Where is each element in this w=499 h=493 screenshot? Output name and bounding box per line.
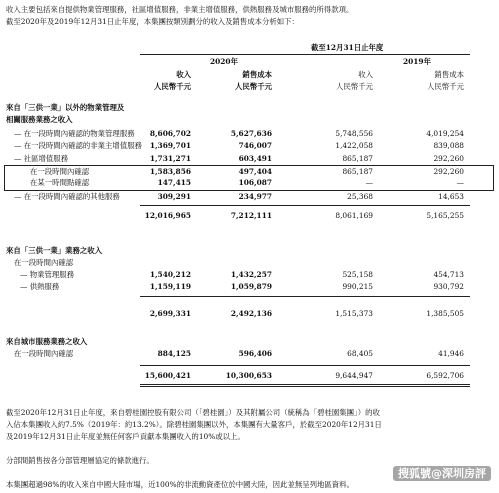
- row-value: 25,368: [347, 192, 373, 201]
- grand-total: 6,592,706: [426, 371, 464, 380]
- section-2-total: 1,515,373: [335, 309, 373, 318]
- double-rule-1: [140, 384, 470, 385]
- grand-total-rule: [140, 365, 470, 366]
- intro-line-1: 收入主要包括來自提供物業管理服務，社區增值服務，非業主增值服務，供熱服務及城市服務的所得款項。: [6, 5, 354, 14]
- section-1-total: 5,165,255: [426, 211, 464, 220]
- grand-total: 10,300,653: [225, 371, 272, 380]
- section-2-title: 來自「三供一業」業務之收入: [6, 246, 103, 255]
- row-value: 292,260: [433, 154, 464, 163]
- row-value: 603,491: [238, 154, 272, 163]
- row-label: — 社區增值服務: [14, 154, 69, 163]
- row-label: — 在一段時間內確認的物業管理服務: [14, 129, 135, 138]
- row-value: 596,406: [238, 349, 272, 358]
- section-3-title: 來自城市服務業務之收入: [6, 337, 88, 346]
- header-unit-4: 人民幣千元: [427, 82, 464, 91]
- subtotal-rule: [140, 205, 470, 206]
- row-label: — 在一段時間內確認的非業主增值服務: [14, 141, 142, 150]
- row-value: 1,422,058: [335, 141, 373, 150]
- note-line-4: 分部間銷售按各分部管理層協定的條款進行。: [6, 456, 154, 465]
- row-value: 990,215: [342, 282, 373, 291]
- section-1-total: 7,212,111: [230, 211, 272, 220]
- row-value: 8,606,702: [149, 129, 191, 138]
- row-value: 497,404: [238, 167, 272, 176]
- watermark: 搜狐號@深圳房評: [393, 466, 491, 481]
- header-cost-2019: 銷售成本: [434, 70, 464, 79]
- row-value: 68,405: [347, 349, 373, 358]
- row-value: 1,731,271: [149, 154, 191, 163]
- row-value: 4,019,254: [426, 129, 464, 138]
- row-value: 292,260: [433, 167, 464, 176]
- row-value: —: [456, 178, 464, 187]
- section-1-total: 8,061,169: [335, 211, 373, 220]
- section-1-title-2: 相關服務業務之收入: [6, 115, 73, 124]
- row-value: 147,415: [157, 178, 191, 187]
- header-rule: [140, 54, 470, 55]
- section-1-total: 12,016,965: [144, 211, 191, 220]
- header-period: 截至12月31日止年度: [311, 43, 384, 52]
- row-label: 在某一時間點確認: [30, 178, 90, 187]
- note-line-1: 截至2020年12月31日止年度，來自碧桂園控股有限公司（「碧桂園」）及其附屬公司（統稱為「碧桂園集團」）的收: [6, 408, 380, 417]
- header-year-2019: 2019年: [403, 57, 431, 66]
- row-value: 746,007: [238, 141, 272, 150]
- row-value: 1,432,257: [230, 270, 272, 279]
- row-value: 839,088: [433, 141, 464, 150]
- row-value: 5,627,636: [230, 129, 272, 138]
- intro-line-2: 截至2020年及2019年12月31日止年度，本集團按類別劃分的收入及銷售成本分析如下：: [6, 17, 299, 26]
- row-value: 1,583,856: [149, 167, 191, 176]
- header-cost-2020: 銷售成本: [242, 70, 272, 79]
- row-value: 14,653: [438, 192, 464, 201]
- row-value: 930,792: [433, 282, 464, 291]
- row-label: — 在一段時間內確認的其他服務: [14, 192, 120, 201]
- row-value: 1,159,119: [149, 282, 191, 291]
- row-value: 1,369,701: [149, 141, 191, 150]
- section-2-sub: 在一段時間內確認: [14, 258, 74, 267]
- row-value: 1,540,212: [149, 270, 191, 279]
- row-value: 454,713: [433, 270, 464, 279]
- row-label: 在一段時間內確認: [30, 167, 90, 176]
- subtotal-rule: [140, 296, 470, 297]
- row-value: 1,059,879: [230, 282, 272, 291]
- header-revenue-2020: 收入: [176, 70, 191, 79]
- section-2-total: 2,699,331: [149, 309, 191, 318]
- header-unit-1: 人民幣千元: [154, 82, 191, 91]
- row-label: 在一段時間內確認: [14, 349, 74, 358]
- section-1-title-1: 來自「三供一業」以外的物業管理及: [6, 103, 125, 112]
- grand-total: 15,600,421: [144, 371, 191, 380]
- row-value: 106,087: [238, 178, 272, 187]
- note-line-2: 入佔本集團收入約7.5%（2019年：約13.2%）。除碧桂園集團以外，本集團有大量客戶，於截至2020年12月31日: [6, 420, 382, 429]
- row-value: 884,125: [157, 349, 191, 358]
- note-line-3: 及2019年12月31日止年度並無任何客戶貢獻本集團收入的10%或以上。: [6, 432, 245, 441]
- header-unit-2: 人民幣千元: [235, 82, 272, 91]
- section-2-total: 1,385,505: [426, 309, 464, 318]
- row-label: — 供熱服務: [20, 282, 60, 291]
- header-year-2020: 2020年: [210, 57, 238, 66]
- row-value: 865,187: [342, 154, 373, 163]
- note-line-5: 本集團超過98%的收入來自中國大陸市場，近100%的非流動資產位於中國大陸，因此並無呈列地區資料。: [6, 480, 354, 489]
- double-rule-2: [140, 386, 470, 387]
- header-unit-3: 人民幣千元: [336, 82, 373, 91]
- header-revenue-2019: 收入: [358, 70, 373, 79]
- row-value: 865,187: [342, 167, 373, 176]
- row-value: 41,946: [438, 349, 464, 358]
- section-2-total: 2,492,136: [230, 309, 272, 318]
- grand-total: 9,644,947: [335, 371, 373, 380]
- row-value: —: [365, 178, 373, 187]
- row-value: 234,977: [238, 192, 272, 201]
- row-value: 309,291: [157, 192, 191, 201]
- row-value: 5,748,556: [335, 129, 373, 138]
- row-value: 525,158: [342, 270, 373, 279]
- row-label: — 物業管理服務: [20, 270, 75, 279]
